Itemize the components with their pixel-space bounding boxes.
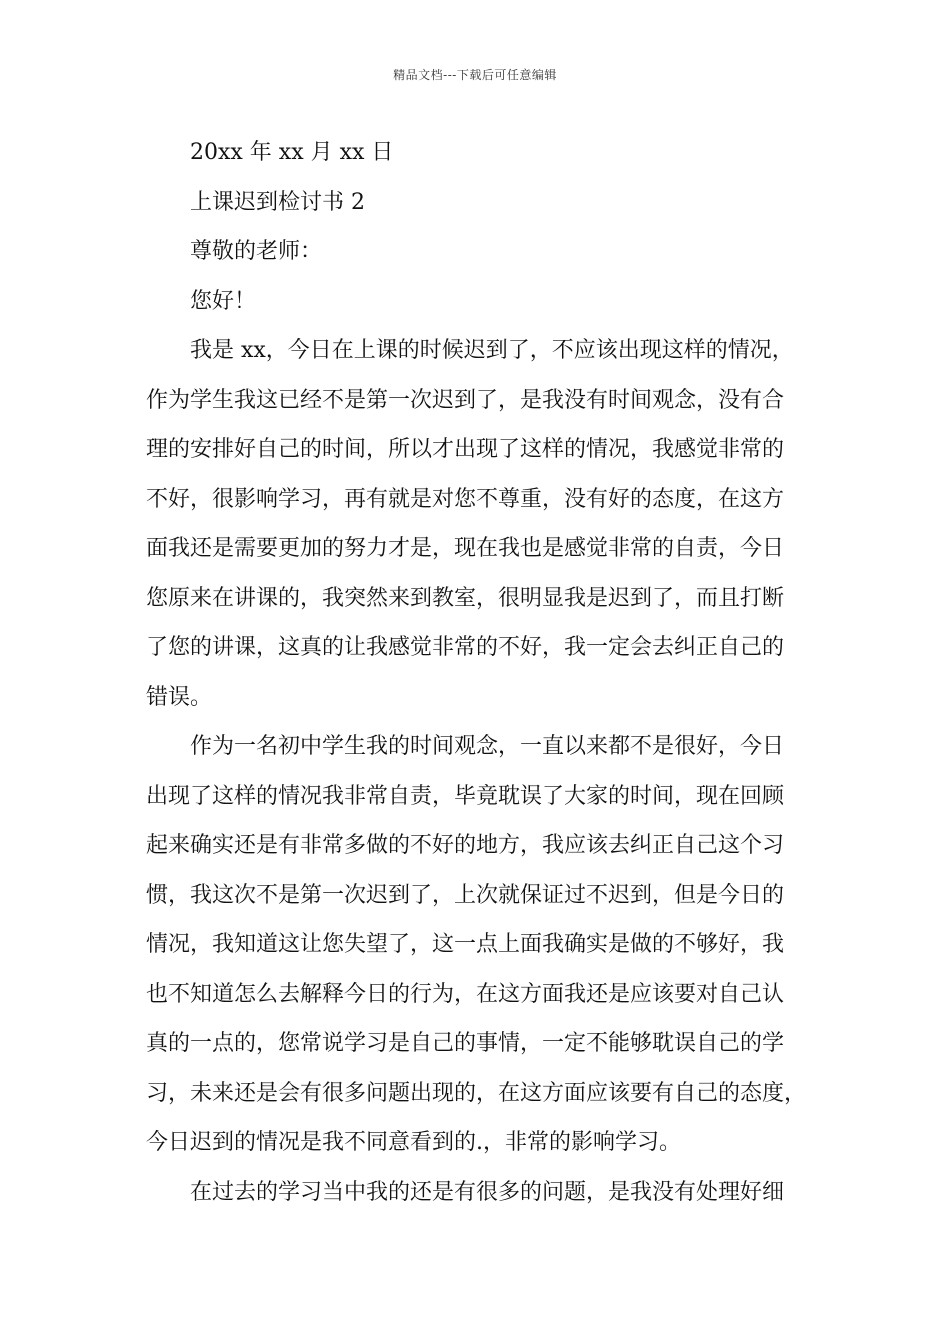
greeting: 您好！ (190, 288, 257, 314)
paragraph-line: 面我还是需要更加的努力才是，现在我也是感觉非常的自责，今日 (146, 536, 785, 561)
paragraph-line: 我是 xx，今日在上课的时候迟到了，不应该出现这样的情况， (190, 338, 794, 363)
paragraph-3 (146, 1168, 822, 1218)
paragraph-line: 在过去的学习当中我的还是有很多的问题，是我没有处理好细 (190, 1179, 785, 1205)
paragraph-line: 作为一名初中学生我的时间观念，一直以来都不是很好，今日 (190, 734, 785, 759)
date-line: 20xx 年 xx 月 xx 日 (190, 140, 394, 165)
paragraph-line: 了您的讲课，这真的让我感觉非常的不好，我一定会去纠正自己的 (146, 635, 785, 660)
paragraph-line: 出现了这样的情况我非常自责，毕竟耽误了大家的时间，现在回顾 (146, 783, 785, 809)
paragraph-line: 起来确实还是有非常多做的不好的地方，我应该去纠正自己这个习 (146, 833, 785, 858)
document-title: 上课迟到检讨书 2 (190, 189, 365, 215)
paragraph-1 (146, 326, 822, 722)
paragraph-line: 作为学生我这已经不是第一次迟到了，是我没有时间观念，没有合 (146, 387, 785, 413)
paragraph-line: 真的一点的，您常说学习是自己的事情，一定不能够耽误自己的学 (146, 1031, 785, 1056)
document-body (146, 128, 822, 1217)
salutation: 尊敬的老师： (190, 239, 323, 264)
paragraph-line: 理的安排好自己的时间，所以才出现了这样的情况，我感觉非常的 (146, 437, 785, 462)
page-header: 精品文档---下载后可任意编辑 (393, 68, 557, 82)
paragraph-line: 不好，很影响学习，再有就是对您不尊重，没有好的态度，在这方 (146, 486, 785, 512)
paragraph-2 (146, 722, 822, 1168)
paragraph-line: 惯，我这次不是第一次迟到了，上次就保证过不迟到，但是今日的 (146, 882, 785, 908)
paragraph-line: 错误。 (146, 684, 213, 710)
paragraph-line: 今日迟到的情况是我不同意看到的.，非常的影响学习。 (146, 1130, 681, 1155)
paragraph-line: 您原来在讲课的，我突然来到教室，很明显我是迟到了，而且打断 (146, 585, 785, 611)
paragraph-line: 情况，我知道这让您失望了，这一点上面我确实是做的不够好，我 (146, 932, 785, 957)
paragraph-line: 习，未来还是会有很多问题出现的，在这方面应该要有自己的态度， (146, 1080, 807, 1106)
paragraph-line: 也不知道怎么去解释今日的行为，在这方面我还是应该要对自己认 (146, 981, 785, 1007)
